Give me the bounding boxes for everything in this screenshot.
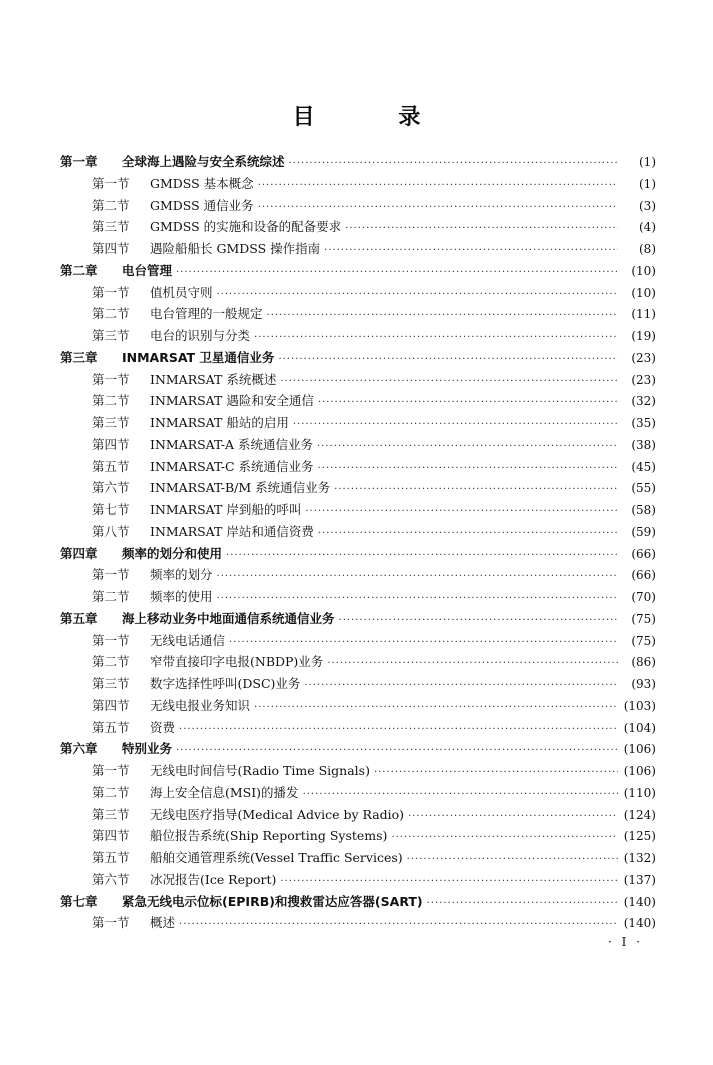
dot-leader xyxy=(179,912,618,936)
toc-section-row xyxy=(60,760,656,782)
section-page-number: (93) xyxy=(631,677,656,691)
section-title: GMDSS 通信业务 xyxy=(150,197,254,213)
chapter-label: 第四章 xyxy=(60,545,98,561)
section-title: 无线电报业务知识 xyxy=(150,697,251,713)
dot-leader xyxy=(280,869,618,893)
dot-leader xyxy=(258,173,618,197)
chapter-label: 第六章 xyxy=(60,741,98,757)
chapter-label: 第三章 xyxy=(60,349,98,365)
chapter-page-number: (106) xyxy=(623,742,656,757)
section-page-number: (35) xyxy=(631,416,656,430)
dot-leader xyxy=(176,738,618,762)
dot-leader xyxy=(318,456,618,480)
dot-leader xyxy=(427,891,618,915)
section-label: 第三节 xyxy=(92,415,130,430)
section-page-number: (10) xyxy=(631,285,656,300)
dot-leader xyxy=(267,303,618,327)
section-label: 第二节 xyxy=(92,197,130,213)
dot-leader xyxy=(293,412,618,436)
section-page-number: (124) xyxy=(623,807,656,822)
section-page-number: (106) xyxy=(623,764,656,778)
toc-chapter-row xyxy=(60,260,656,282)
section-title: 电台的识别与分类 xyxy=(150,328,251,343)
dot-leader xyxy=(217,564,618,588)
dot-leader xyxy=(327,651,618,675)
dot-leader xyxy=(226,543,618,567)
dot-leader xyxy=(303,782,618,806)
section-label: 第四节 xyxy=(92,241,130,256)
toc-chapter-row xyxy=(60,543,656,565)
section-label: 第二节 xyxy=(92,654,130,670)
toc-section-row xyxy=(60,456,656,478)
toc-section-row xyxy=(60,521,656,543)
dot-leader xyxy=(305,499,618,523)
section-label: 第一节 xyxy=(92,915,130,931)
section-title: GMDSS 的实施和设备的配备要求 xyxy=(150,219,342,235)
toc-section-row xyxy=(60,499,656,521)
dot-leader xyxy=(334,477,618,501)
section-label: 第二节 xyxy=(92,306,130,322)
section-title: 数字选择性呼叫(DSC)业务 xyxy=(150,676,301,691)
dot-leader xyxy=(289,151,618,175)
section-page-number: (32) xyxy=(631,394,656,409)
section-page-number: (8) xyxy=(639,242,656,256)
section-label: 第三节 xyxy=(92,219,130,235)
chapter-page-number: (23) xyxy=(631,350,656,365)
section-title: 船位报告系统(Ship Reporting Systems) xyxy=(150,828,388,844)
section-page-number: (23) xyxy=(631,372,656,387)
section-page-number: (4) xyxy=(639,220,656,235)
section-label: 第六节 xyxy=(92,480,130,496)
section-title: 电台管理的一般规定 xyxy=(150,306,263,322)
toc-section-row xyxy=(60,586,656,608)
dot-leader xyxy=(254,695,618,719)
toc-section-row xyxy=(60,869,656,891)
toc-section-row xyxy=(60,216,656,238)
section-label: 第二节 xyxy=(92,393,130,409)
toc-section-row xyxy=(60,282,656,304)
section-page-number: (103) xyxy=(623,698,656,713)
section-label: 第一节 xyxy=(92,763,130,778)
toc-chapter-row xyxy=(60,151,656,173)
section-page-number: (19) xyxy=(631,329,656,343)
section-label: 第六节 xyxy=(92,871,130,887)
section-page-number: (3) xyxy=(639,198,656,213)
section-page-number: (125) xyxy=(623,829,656,844)
dot-leader xyxy=(176,260,618,284)
chapter-page-number: (10) xyxy=(631,263,656,278)
section-label: 第四节 xyxy=(92,697,130,713)
section-page-number: (86) xyxy=(631,655,656,670)
section-label: 第三节 xyxy=(92,676,130,691)
dot-leader xyxy=(391,825,618,849)
section-page-number: (1) xyxy=(639,176,656,191)
section-title: 遇险船船长 GMDSS 操作指南 xyxy=(150,241,321,256)
toc-section-row xyxy=(60,195,656,217)
section-label: 第一节 xyxy=(92,175,130,191)
section-page-number: (70) xyxy=(631,590,656,604)
toc-chapter-row xyxy=(60,608,656,630)
dot-leader xyxy=(407,847,618,871)
toc-section-row xyxy=(60,782,656,804)
section-title: 窄带直接印字电报(NBDP)业务 xyxy=(150,654,324,670)
toc-section-row xyxy=(60,412,656,434)
section-title: INMARSAT-A 系统通信业务 xyxy=(150,436,313,452)
chapter-title: 全球海上遇险与安全系统综述 xyxy=(122,154,285,169)
section-page-number: (58) xyxy=(631,503,656,517)
chapter-title: 紧急无线电示位标(EPIRB)和搜救雷达应答器(SART) xyxy=(122,893,423,909)
toc-section-row xyxy=(60,477,656,499)
chapter-title: 特别业务 xyxy=(122,741,173,757)
chapter-label: 第七章 xyxy=(60,893,98,909)
section-title: GMDSS 基本概念 xyxy=(150,175,254,191)
section-label: 第三节 xyxy=(92,328,130,343)
section-page-number: (75) xyxy=(631,633,656,648)
chapter-title: 海上移动业务中地面通信系统通信业务 xyxy=(122,610,335,626)
section-title: INMARSAT 遇险和安全通信 xyxy=(150,393,314,409)
section-label: 第二节 xyxy=(92,589,130,604)
section-label: 第三节 xyxy=(92,806,130,822)
section-page-number: (38) xyxy=(631,437,656,452)
toc-section-row xyxy=(60,325,656,347)
toc-section-row xyxy=(60,651,656,673)
section-label: 第五节 xyxy=(92,850,130,865)
section-label: 第四节 xyxy=(92,828,130,844)
chapter-label: 第五章 xyxy=(60,610,98,626)
toc-section-row xyxy=(60,673,656,695)
section-label: 第一节 xyxy=(92,284,130,300)
section-label: 第七节 xyxy=(92,502,130,517)
dot-leader xyxy=(278,347,618,371)
section-label: 第一节 xyxy=(92,632,130,648)
chapter-title: 频率的划分和使用 xyxy=(122,545,223,561)
table-of-contents xyxy=(60,151,656,934)
section-title: 概述 xyxy=(150,915,176,931)
section-title: INMARSAT 船站的启用 xyxy=(150,415,289,430)
section-title: 频率的使用 xyxy=(150,589,213,604)
dot-leader xyxy=(217,586,618,610)
page-number: · I · xyxy=(608,935,643,949)
section-page-number: (45) xyxy=(631,459,656,474)
dot-leader xyxy=(324,238,618,262)
section-title: 海上安全信息(MSI)的播发 xyxy=(150,784,299,800)
toc-section-row xyxy=(60,173,656,195)
toc-chapter-row xyxy=(60,738,656,760)
section-title: INMARSAT-C 系统通信业务 xyxy=(150,458,314,474)
section-page-number: (137) xyxy=(623,872,656,887)
section-title: 无线电话通信 xyxy=(150,632,226,648)
section-page-number: (132) xyxy=(623,851,656,865)
chapter-page-number: (140) xyxy=(623,894,656,909)
toc-section-row xyxy=(60,564,656,586)
dot-leader xyxy=(339,608,618,632)
section-title: INMARSAT 岸站和通信资费 xyxy=(150,523,314,539)
section-title: INMARSAT 系统概述 xyxy=(150,371,277,387)
chapter-page-number: (75) xyxy=(631,611,656,626)
section-label: 第一节 xyxy=(92,567,130,583)
dot-leader xyxy=(345,216,618,240)
section-page-number: (104) xyxy=(623,720,656,735)
toc-section-row xyxy=(60,630,656,652)
toc-section-row xyxy=(60,804,656,826)
dot-leader xyxy=(408,804,618,828)
dot-leader xyxy=(217,282,618,306)
toc-section-row xyxy=(60,238,656,260)
dot-leader xyxy=(229,630,618,654)
toc-section-row xyxy=(60,825,656,847)
section-label: 第五节 xyxy=(92,458,130,474)
section-label: 第八节 xyxy=(92,523,130,539)
dot-leader xyxy=(318,521,618,545)
section-title: 冰况报告(Ice Report) xyxy=(150,871,277,887)
section-label: 第五节 xyxy=(92,719,130,735)
section-page-number: (11) xyxy=(631,307,656,322)
section-label: 第一节 xyxy=(92,371,130,387)
toc-chapter-row xyxy=(60,891,656,913)
toc-section-row xyxy=(60,369,656,391)
section-page-number: (140) xyxy=(623,916,656,931)
section-title: INMARSAT-B/M 系统通信业务 xyxy=(150,480,331,496)
section-title: INMARSAT 岸到船的呼叫 xyxy=(150,502,302,517)
chapter-title: 电台管理 xyxy=(122,262,173,278)
section-page-number: (110) xyxy=(623,785,656,800)
toc-section-row xyxy=(60,390,656,412)
page-title: 目 录 xyxy=(292,105,459,130)
section-title: 船舶交通管理系统(Vessel Traffic Services) xyxy=(150,850,403,865)
section-label: 第四节 xyxy=(92,436,130,452)
dot-leader xyxy=(304,673,618,697)
section-label: 第二节 xyxy=(92,784,130,800)
dot-leader xyxy=(254,325,618,349)
section-page-number: (55) xyxy=(631,481,656,496)
section-title: 资费 xyxy=(150,719,176,735)
chapter-page-number: (1) xyxy=(639,155,656,169)
section-title: 无线电医疗指导(Medical Advice by Radio) xyxy=(150,806,405,822)
dot-leader xyxy=(317,434,618,458)
toc-chapter-row xyxy=(60,347,656,369)
toc-section-row xyxy=(60,695,656,717)
toc-section-row xyxy=(60,303,656,325)
section-title: 频率的划分 xyxy=(150,567,213,583)
chapter-label: 第一章 xyxy=(60,154,98,169)
chapter-label: 第二章 xyxy=(60,262,98,278)
section-page-number: (66) xyxy=(631,568,656,583)
chapter-title: INMARSAT 卫星通信业务 xyxy=(122,349,275,365)
toc-section-row xyxy=(60,912,656,934)
dot-leader xyxy=(374,760,618,784)
section-title: 值机员守则 xyxy=(150,284,213,300)
toc-section-row xyxy=(60,717,656,739)
toc-section-row xyxy=(60,847,656,869)
dot-leader xyxy=(280,369,618,393)
section-title: 无线电时间信号(Radio Time Signals) xyxy=(150,763,370,778)
section-page-number: (59) xyxy=(631,524,656,539)
chapter-page-number: (66) xyxy=(631,546,656,561)
toc-section-row xyxy=(60,434,656,456)
dot-leader xyxy=(318,390,618,414)
dot-leader xyxy=(258,195,618,219)
dot-leader xyxy=(179,717,618,741)
